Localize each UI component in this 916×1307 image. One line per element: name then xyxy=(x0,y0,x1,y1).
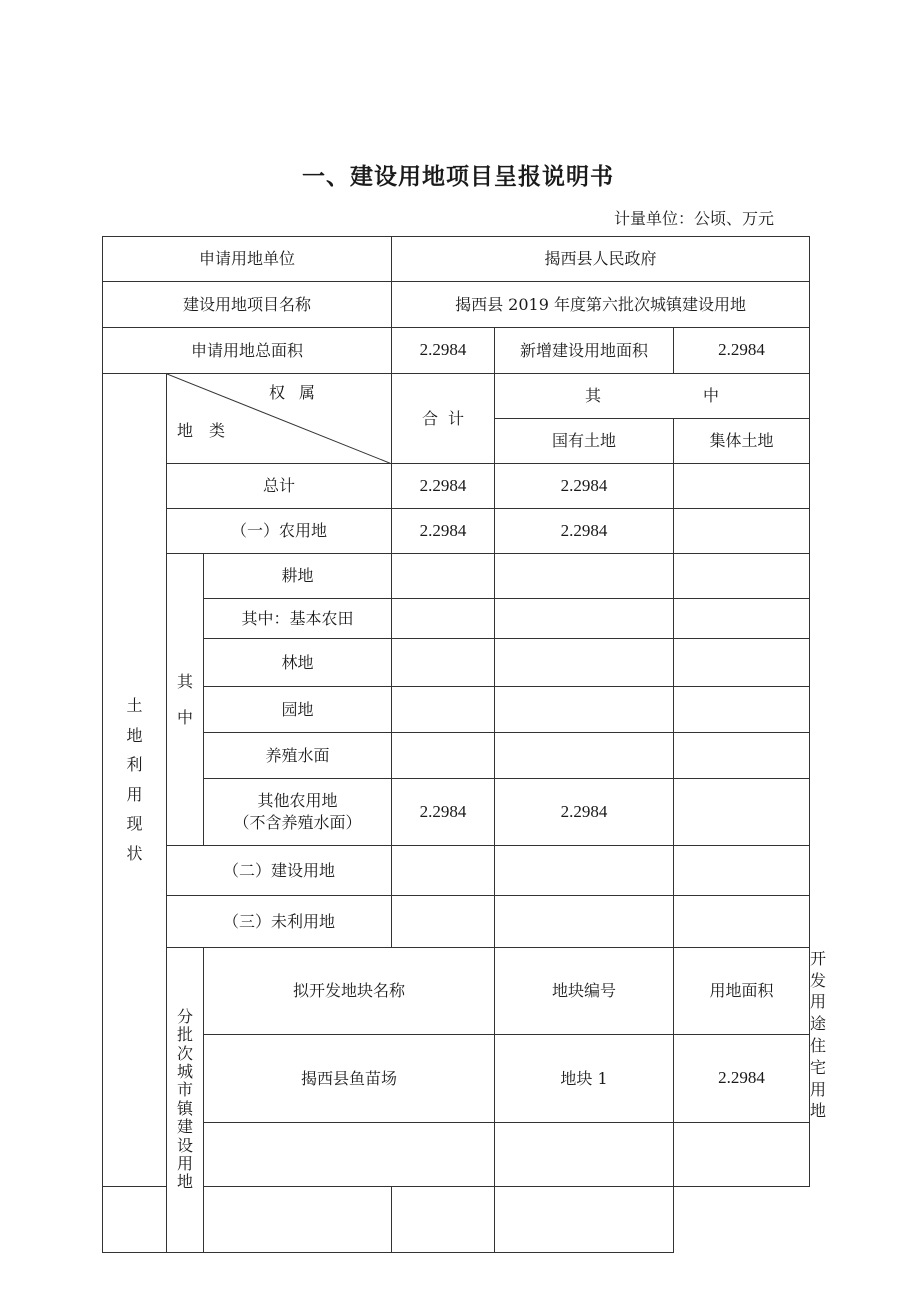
land-use-header-row xyxy=(103,374,810,419)
other-agri-collective xyxy=(674,779,810,846)
plot-row xyxy=(103,1122,810,1186)
aquaculture-collective xyxy=(674,733,810,779)
garden-label: 园地 xyxy=(204,687,392,733)
unused-row xyxy=(103,896,810,948)
basic-farm-sum xyxy=(392,599,495,639)
cultivated-state xyxy=(495,554,674,599)
plot-area: 2.2984 xyxy=(674,1035,810,1122)
among-header: 其 中 xyxy=(495,374,810,419)
ownership-header: 权属 xyxy=(269,383,330,402)
plot-row: 揭西县鱼苗场 地块 1 2.2984 住宅用地 xyxy=(103,1035,810,1122)
garden-row xyxy=(103,687,810,733)
plot-area xyxy=(392,1186,495,1252)
construction-collective xyxy=(674,846,810,896)
plot-row xyxy=(103,1186,810,1252)
among-vertical-label: 其 中 xyxy=(167,554,204,846)
project-label: 建设用地项目名称 xyxy=(103,282,392,328)
basic-farm-state xyxy=(495,599,674,639)
aquaculture-state xyxy=(495,733,674,779)
total-collective xyxy=(674,464,810,509)
construction-label: （二）建设用地 xyxy=(167,846,392,896)
plot-code: 地块 1 xyxy=(495,1035,674,1122)
document-title: 一、建设用地项目呈报说明书 xyxy=(302,164,614,190)
other-agri-label: 其他农用地 （不含养殖水面） xyxy=(204,779,392,846)
applicant-value: 揭西县人民政府 xyxy=(392,237,810,282)
unused-label: （三）未利用地 xyxy=(167,896,392,948)
plot-code-header: 地块编号 xyxy=(495,948,674,1035)
forest-state xyxy=(495,639,674,687)
plot-purpose xyxy=(495,1186,674,1252)
new-area-value: 2.2984 xyxy=(674,328,810,374)
basic-farm-row xyxy=(103,599,810,639)
garden-state xyxy=(495,687,674,733)
construction-row xyxy=(103,846,810,896)
construction-state xyxy=(495,846,674,896)
forest-row xyxy=(103,639,810,687)
forest-label: 林地 xyxy=(204,639,392,687)
aquaculture-label: 养殖水面 xyxy=(204,733,392,779)
project-value: 揭西县 2019 年度第六批次城镇建设用地 xyxy=(392,282,810,328)
agri-state: 2.2984 xyxy=(495,509,674,554)
batch-section-label: 分 批 次 城 市 镇 建 设 用 地 xyxy=(167,948,204,1253)
unused-sum xyxy=(392,896,495,948)
agri-label: （一）农用地 xyxy=(167,509,392,554)
cultivated-sum xyxy=(392,554,495,599)
total-state: 2.2984 xyxy=(495,464,674,509)
basic-farm-label: 其中：基本农田 xyxy=(204,599,392,639)
total-sum: 2.2984 xyxy=(392,464,495,509)
plot-area xyxy=(674,1122,810,1186)
plot-name: 揭西县鱼苗场 xyxy=(204,1035,495,1122)
garden-collective xyxy=(674,687,810,733)
cultivated-collective xyxy=(674,554,810,599)
diagonal-header-cell xyxy=(167,374,392,464)
land-type-header: 地类 xyxy=(177,421,242,440)
plot-name xyxy=(103,1186,204,1252)
other-agri-sum: 2.2984 xyxy=(392,779,495,846)
new-area-label: 新增建设用地面积 xyxy=(495,328,674,374)
other-agri-row xyxy=(103,779,810,846)
basic-farm-collective xyxy=(674,599,810,639)
aquaculture-row xyxy=(103,733,810,779)
agri-sum: 2.2984 xyxy=(392,509,495,554)
land-use-section-label: 土 地 利 用 现 状 xyxy=(103,374,167,1187)
project-report-table xyxy=(102,236,827,1253)
total-area-label: 申请用地总面积 xyxy=(103,328,392,374)
sum-header: 合 计 xyxy=(392,374,495,464)
project-row xyxy=(103,282,810,328)
forest-collective xyxy=(674,639,810,687)
aquaculture-sum xyxy=(392,733,495,779)
plot-area-header: 用地面积 xyxy=(674,948,810,1035)
construction-sum xyxy=(392,846,495,896)
cultivated-row xyxy=(103,554,810,599)
applicant-row xyxy=(103,237,810,282)
total-area-value: 2.2984 xyxy=(392,328,495,374)
measurement-unit: 计量单位：公顷、万元 xyxy=(613,209,774,228)
unused-state xyxy=(495,896,674,948)
garden-sum xyxy=(392,687,495,733)
state-owned-header: 国有土地 xyxy=(495,419,674,464)
agri-collective xyxy=(674,509,810,554)
plot-name-header: 拟开发地块名称 xyxy=(204,948,495,1035)
collective-header: 集体土地 xyxy=(674,419,810,464)
plot-name xyxy=(204,1122,495,1186)
forest-sum xyxy=(392,639,495,687)
unused-collective xyxy=(674,896,810,948)
total-label: 总计 xyxy=(167,464,392,509)
cultivated-label: 耕地 xyxy=(204,554,392,599)
batch-header-row: 分 批 次 城 市 镇 建 设 用 地 拟开发地块名称 地块编号 用地面积 开发用途 xyxy=(103,948,810,1035)
other-agri-state: 2.2984 xyxy=(495,779,674,846)
applicant-label: 申请用地单位 xyxy=(103,237,392,282)
agri-row xyxy=(103,509,810,554)
total-row xyxy=(103,464,810,509)
plot-code xyxy=(495,1122,674,1186)
plot-code xyxy=(204,1186,392,1252)
area-row xyxy=(103,328,810,374)
